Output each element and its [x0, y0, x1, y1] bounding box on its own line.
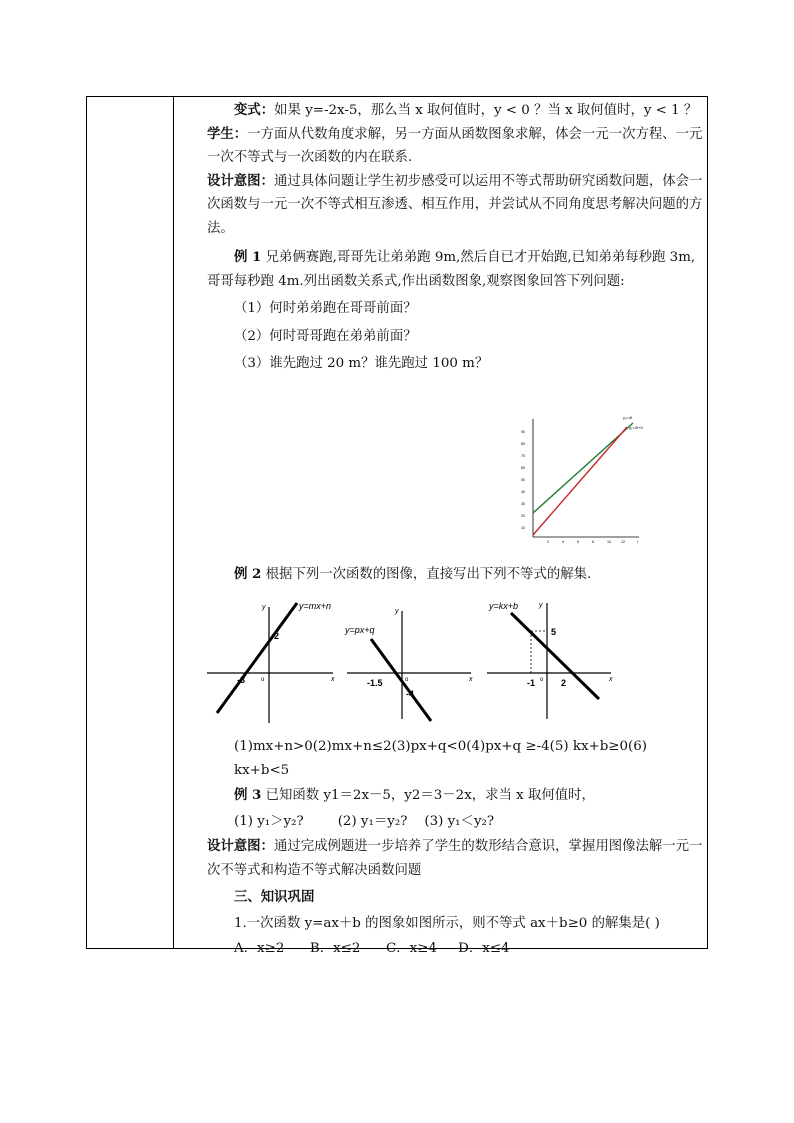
figure-kx-b: [487, 601, 613, 719]
design-text: 通过具体问题让学生初步感受可以运用不等式帮助研究函数问题，体会一次函数与一元一次不等式相互渗透、相互作用，并尝试从不同角度思考解决问题的方法。: [207, 173, 703, 236]
race-chart-ytick: 30: [521, 502, 525, 506]
student-paragraph: [207, 123, 703, 170]
race-chart-ytick: 80: [521, 442, 525, 446]
example3-paragraph: [207, 784, 703, 808]
fig1-y-label: y: [262, 604, 266, 611]
content-cell-bottom: [207, 735, 703, 961]
example1-q1: （1）何时弟弟跑在哥哥前面？: [234, 301, 417, 316]
figure-mx-n: [207, 601, 335, 723]
content-cell: [207, 97, 703, 376]
design2-text: 通过完成例题进一步培养了学生的数形结合意识，掌握用图像法解一元一次不等式和构造不等式解决函数问题: [207, 839, 703, 878]
student-label: 学生：: [207, 125, 248, 142]
example1-label: 例 1: [234, 249, 262, 265]
fig1-x-label: x: [331, 676, 335, 683]
example1-q2: （2）何时哥哥跑在弟弟前面？: [234, 328, 417, 344]
fig1-x-intercept: -3: [237, 675, 246, 685]
race-legend-older: y₂=4t: [623, 415, 633, 420]
variant-label: 变式：: [234, 102, 275, 118]
race-chart-xtick: 10: [607, 540, 611, 544]
example2-answers: (1)mx+n>0(2)mx+n≤2(3)px+q<0(4)px+q ≥-4(5) kx+b≥0(6) kx+b<5: [234, 739, 648, 778]
question1-options: A．x≥2 B．x≤2 C．x≥4 D．x≤4: [234, 941, 510, 956]
fig2-origin: o: [405, 677, 409, 683]
example1-paragraph: [207, 246, 703, 293]
race-chart-ytick: 60: [521, 466, 525, 470]
figure-px-q: [344, 608, 473, 721]
fig3-line: [511, 613, 599, 699]
fig2-y-intercept: -4: [406, 689, 415, 699]
student-text: 一方面从代数角度求解，另一方面从函数图象求解，体会一元一次方程、一元一次不等式与一次函数的内在联系.: [207, 126, 703, 165]
example2-paragraph: [207, 563, 703, 587]
content-cell-lower: [207, 563, 703, 587]
race-chart-ytick: 20: [521, 514, 525, 518]
fig1-y-intercept: 2: [274, 631, 280, 641]
race-line-older: [533, 427, 627, 535]
race-chart-xtick: 8: [592, 540, 594, 544]
fig3-x-intercept: 2: [561, 678, 567, 688]
race-chart-ytick: 70: [521, 454, 525, 458]
example3-label: 例 3: [234, 787, 262, 803]
example3-text: 已知函数 y1＝2x－5，y2＝3－2x，求当 x 取何值时，: [261, 788, 595, 803]
design2-label: 设计意图：: [207, 838, 274, 854]
fig2-x-intercept: -1.5: [367, 678, 383, 688]
race-chart-xtick: 4: [562, 540, 564, 544]
example1-q3: （3）谁先跑过 20 m？谁先跑过 100 m？: [234, 356, 489, 371]
fig2-y-label: y: [395, 608, 399, 615]
race-chart-ytick: 50: [521, 478, 525, 482]
race-chart-ytick: 90: [521, 430, 525, 434]
race-chart-ytick: 10: [521, 526, 525, 530]
fig1-origin: o: [261, 677, 265, 683]
fig3-x-label: x: [609, 676, 613, 683]
fig3-y-mark: 5: [551, 627, 557, 637]
fig3-y-label: y: [539, 602, 543, 609]
fig2-func-label: y=px+q: [345, 625, 375, 635]
race-chart: [519, 409, 659, 555]
fig3-x-point: -1: [527, 678, 536, 688]
function-figures: [199, 597, 619, 727]
question1-text: 1.一次函数 y=ax＋b 的图象如图所示，则不等式 ax＋b≥0 的解集是( ): [234, 915, 660, 931]
race-chart-xtick: 12: [621, 540, 625, 544]
variant-paragraph: [207, 99, 703, 123]
design-label: 设计意图：: [207, 172, 274, 189]
race-chart-ytick: 40: [521, 490, 525, 494]
race-chart-xtick: 6: [577, 540, 579, 544]
race-chart-xtick: 2: [547, 540, 549, 544]
example3-parts: (1) y₁＞y₂? (2) y₁＝y₂? (3) y₁＜y₂?: [234, 813, 495, 829]
section-title: 三、知识巩固: [234, 889, 315, 905]
fig1-line: [217, 603, 297, 713]
design-paragraph: [207, 170, 703, 241]
example1-text: 兄弟俩赛跑,哥哥先让弟弟跑 9m,然后自已才开始跑,已知弟弟每秒跑 3m,哥哥每秒跑 4m.列出函数关系式,作出函数图象,观察图象回答下列问题:: [207, 250, 696, 289]
race-legend-younger: y₁=3t+9: [629, 425, 643, 430]
race-chart-xtick: t: [637, 540, 638, 544]
fig1-func-label: y=mx+n: [299, 601, 332, 611]
fig3-origin: o: [540, 677, 544, 683]
design2-paragraph: [207, 835, 703, 882]
fig2-x-label: x: [469, 676, 473, 683]
example2-text: 根据下列一次函数的图像，直接写出下列不等式的解集.: [261, 567, 592, 582]
example2-label: 例 2: [234, 566, 262, 582]
variant-text: 如果 y=-2x-5，那么当 x 取何值时，y < 0 ？当 x 取何值时，y < 1 ？: [274, 103, 698, 118]
column-divider: [173, 97, 174, 948]
fig3-func-label: y=kx+b: [489, 601, 519, 611]
table-frame: [86, 96, 708, 956]
